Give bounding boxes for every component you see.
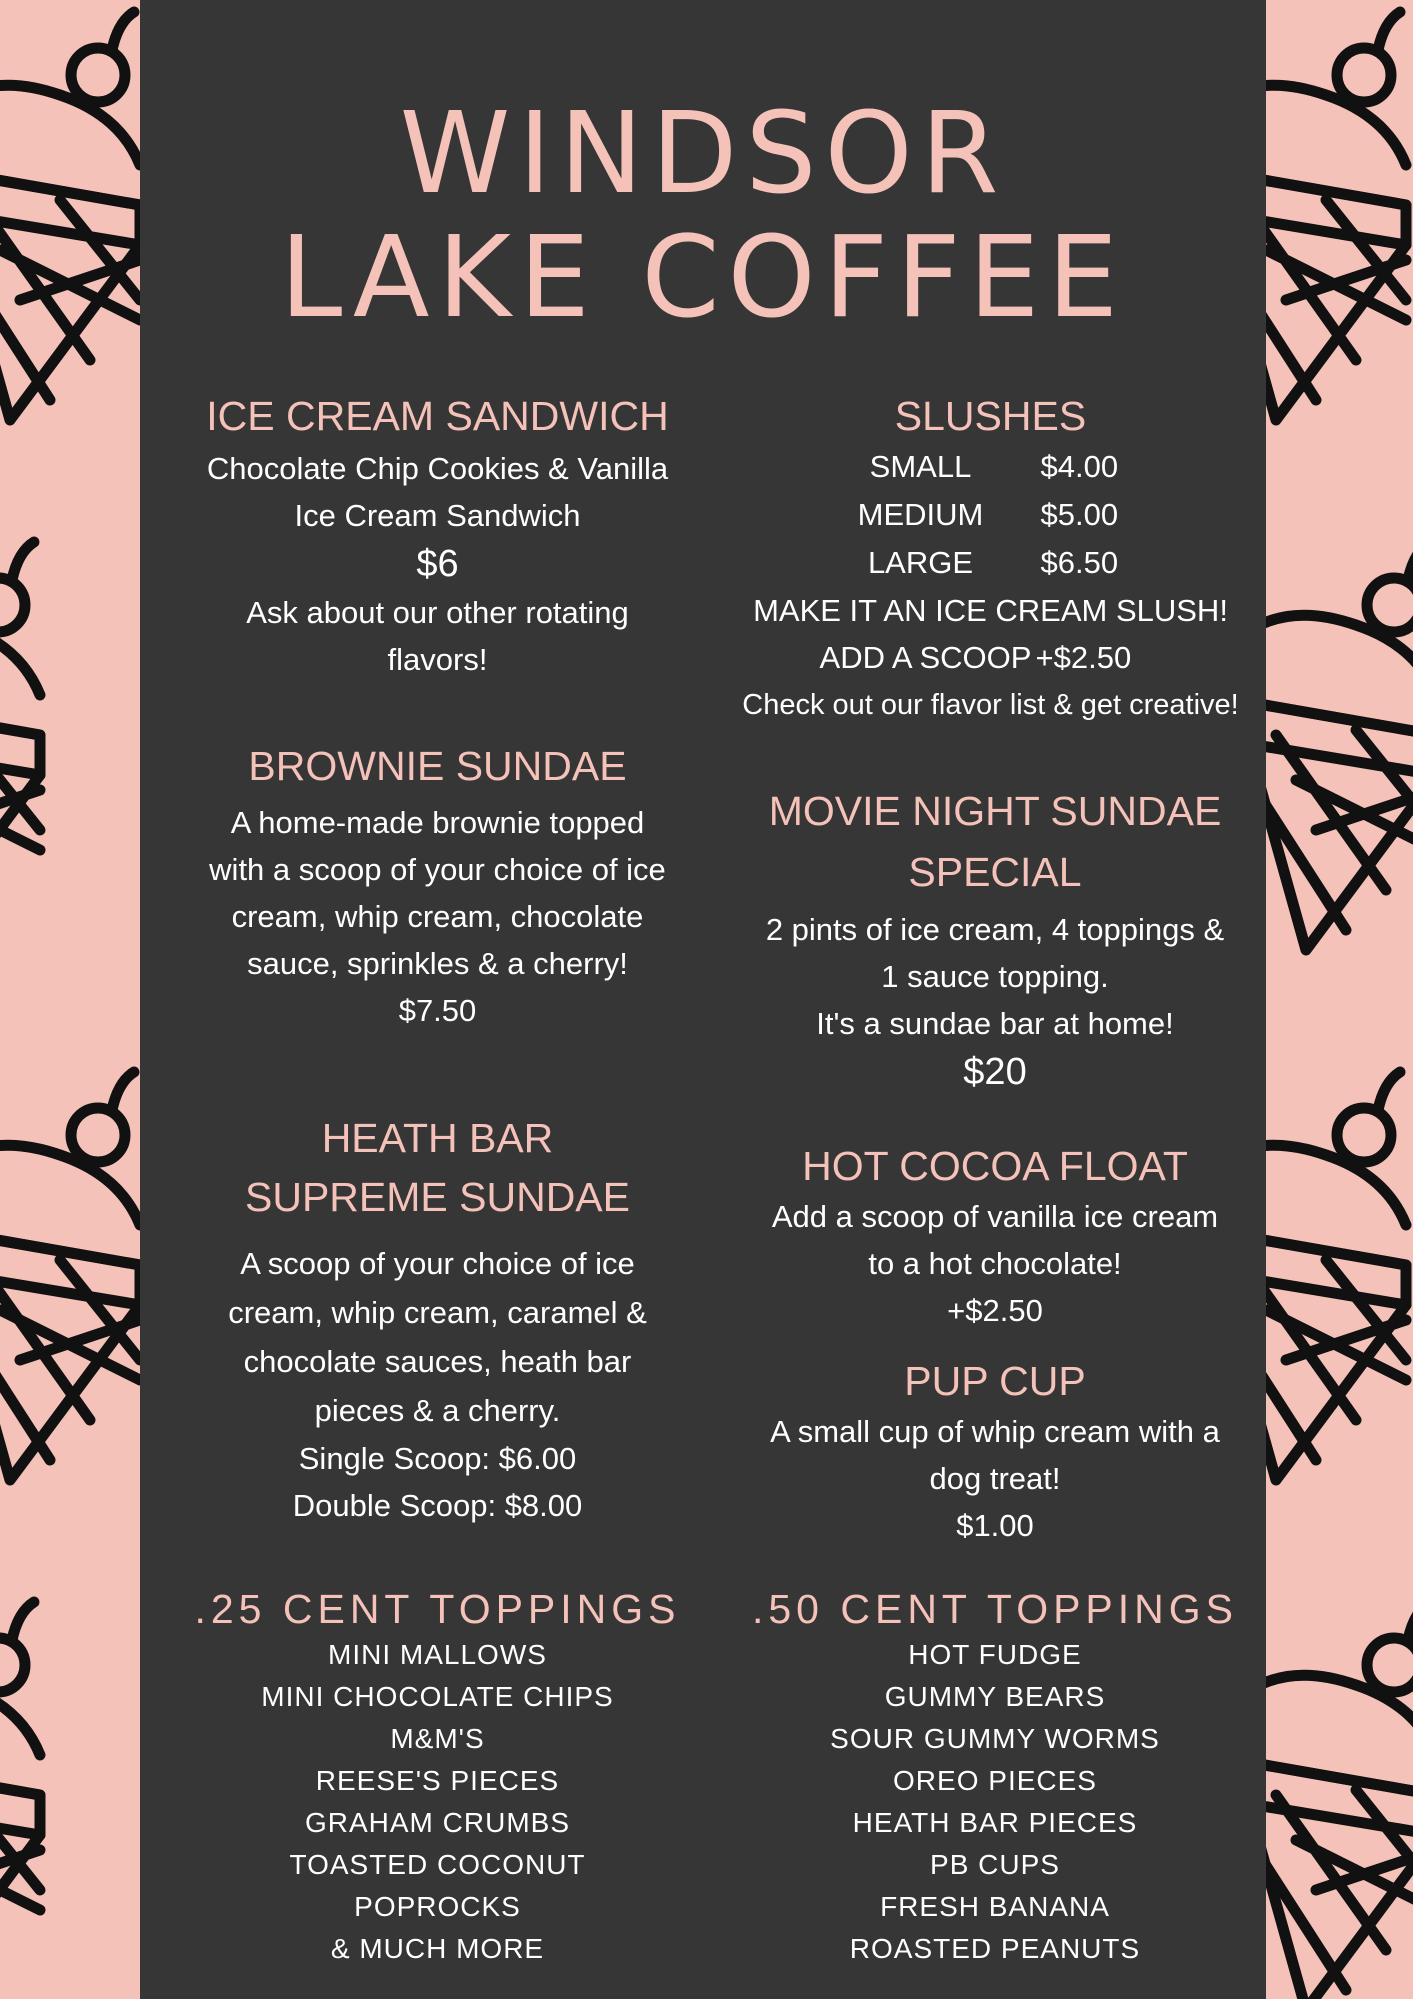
brownie-sundae-section [140,740,735,1034]
size-price: $4.00 [1040,449,1119,485]
add-label: ADD A SCOOP [819,640,1032,676]
size-row [715,539,1266,587]
desc-line: dog treat! [929,1461,1061,1497]
price: $20 [963,1050,1027,1093]
topping-item: GUMMY BEARS [884,1681,1106,1713]
single-scoop-price: Single Scoop: $6.00 [298,1440,577,1476]
topping-item: MINI CHOCOLATE CHIPS [261,1681,614,1713]
toppings-25-section [140,1585,735,1970]
size-price: $5.00 [1040,497,1119,533]
topping-item: M&M'S [390,1723,485,1755]
section-heading: SPECIAL [908,849,1082,896]
price: $1.00 [956,1508,1034,1544]
desc-line: pieces & a cherry. [314,1392,561,1428]
movie-night-section [735,785,1255,1097]
topping-item: POPROCKS [354,1891,521,1923]
topping-item: HEATH BAR PIECES [852,1807,1138,1839]
size-label: SMALL [869,449,972,485]
section-heading: SUPREME SUNDAE [244,1174,630,1221]
section-heading: HEATH BAR [321,1115,554,1161]
desc-line: A small cup of whip cream with a [770,1414,1220,1450]
section-heading: MOVIE NIGHT SUNDAE [768,788,1222,834]
price: $7.50 [398,993,477,1029]
title-line-1: WINDSOR [399,89,1007,219]
section-heading: .25 CENT TOPPINGS [194,1586,681,1632]
topping-item: PB CUPS [930,1849,1060,1881]
slushes-section [715,390,1266,729]
size-row [715,491,1266,539]
section-heading: PUP CUP [904,1358,1086,1404]
heath-bar-section [140,1112,735,1529]
desc-line: Add a scoop of vanilla ice cream [771,1199,1219,1235]
desc-line: cream, whip cream, caramel & [228,1294,647,1330]
right-decoration-strip [1266,0,1413,1999]
tagline: Check out our flavor list & get creative! [742,689,1239,722]
topping-item: HOT FUDGE [908,1639,1082,1671]
topping-item: REESE'S PIECES [315,1765,560,1797]
hot-cocoa-section [735,1140,1255,1334]
ice-cream-cone-icon [1266,0,1413,1999]
menu-panel [140,0,1266,1999]
left-decoration-strip [0,0,140,1999]
desc-line: to a hot chocolate! [868,1246,1122,1282]
add-price: +$2.50 [1035,640,1132,676]
topping-item: ROASTED PEANUTS [849,1933,1141,1965]
size-label: LARGE [867,545,974,581]
desc-line: cream, whip cream, chocolate [231,899,644,935]
topping-item: SOUR GUMMY WORMS [830,1723,1160,1755]
double-scoop-price: Double Scoop: $8.00 [292,1487,583,1523]
promo-text: MAKE IT AN ICE CREAM SLUSH! [753,593,1228,629]
topping-item: TOASTED COCONUT [289,1849,586,1881]
desc-line: It's a sundae bar at home! [816,1005,1174,1041]
section-heading: SLUSHES [894,393,1087,439]
desc-line: 1 sauce topping. [881,958,1109,994]
topping-item: MINI MALLOWS [328,1639,547,1671]
section-heading: ICE CREAM SANDWICH [206,393,669,439]
note-line: Ask about our other rotating [246,595,629,631]
section-heading: BROWNIE SUNDAE [248,743,627,789]
desc-line: A scoop of your choice of ice [240,1245,635,1281]
desc-line: Ice Cream Sandwich [294,498,581,534]
desc-line: with a scoop of your choice of ice [209,852,666,888]
section-heading: .50 CENT TOPPINGS [751,1586,1239,1632]
topping-item: & MUCH MORE [330,1933,545,1965]
price: $6 [416,543,459,586]
topping-item: OREO PIECES [893,1765,1097,1797]
add-scoop-row [715,634,1266,682]
desc-line: chocolate sauces, heath bar [243,1343,632,1379]
ice-cream-cone-icon [0,0,140,1999]
section-heading: HOT COCOA FLOAT [802,1143,1188,1189]
desc-line: A home-made brownie topped [230,805,645,841]
pup-cup-section [735,1355,1255,1549]
topping-item: FRESH BANANA [880,1891,1110,1923]
desc-line: Chocolate Chip Cookies & Vanilla [206,451,669,487]
ice-cream-sandwich-section [140,390,735,683]
size-row [715,443,1266,491]
price: +$2.50 [947,1293,1043,1329]
size-label: MEDIUM [857,497,984,533]
title-line-2: LAKE COFFEE [279,213,1127,343]
desc-line: sauce, sprinkles & a cherry! [247,946,628,982]
topping-item: GRAHAM CRUMBS [304,1807,570,1839]
size-price: $6.50 [1040,545,1119,581]
note-line: flavors! [387,642,488,678]
desc-line: 2 pints of ice cream, 4 toppings & [765,911,1225,947]
toppings-50-section [735,1585,1255,1970]
